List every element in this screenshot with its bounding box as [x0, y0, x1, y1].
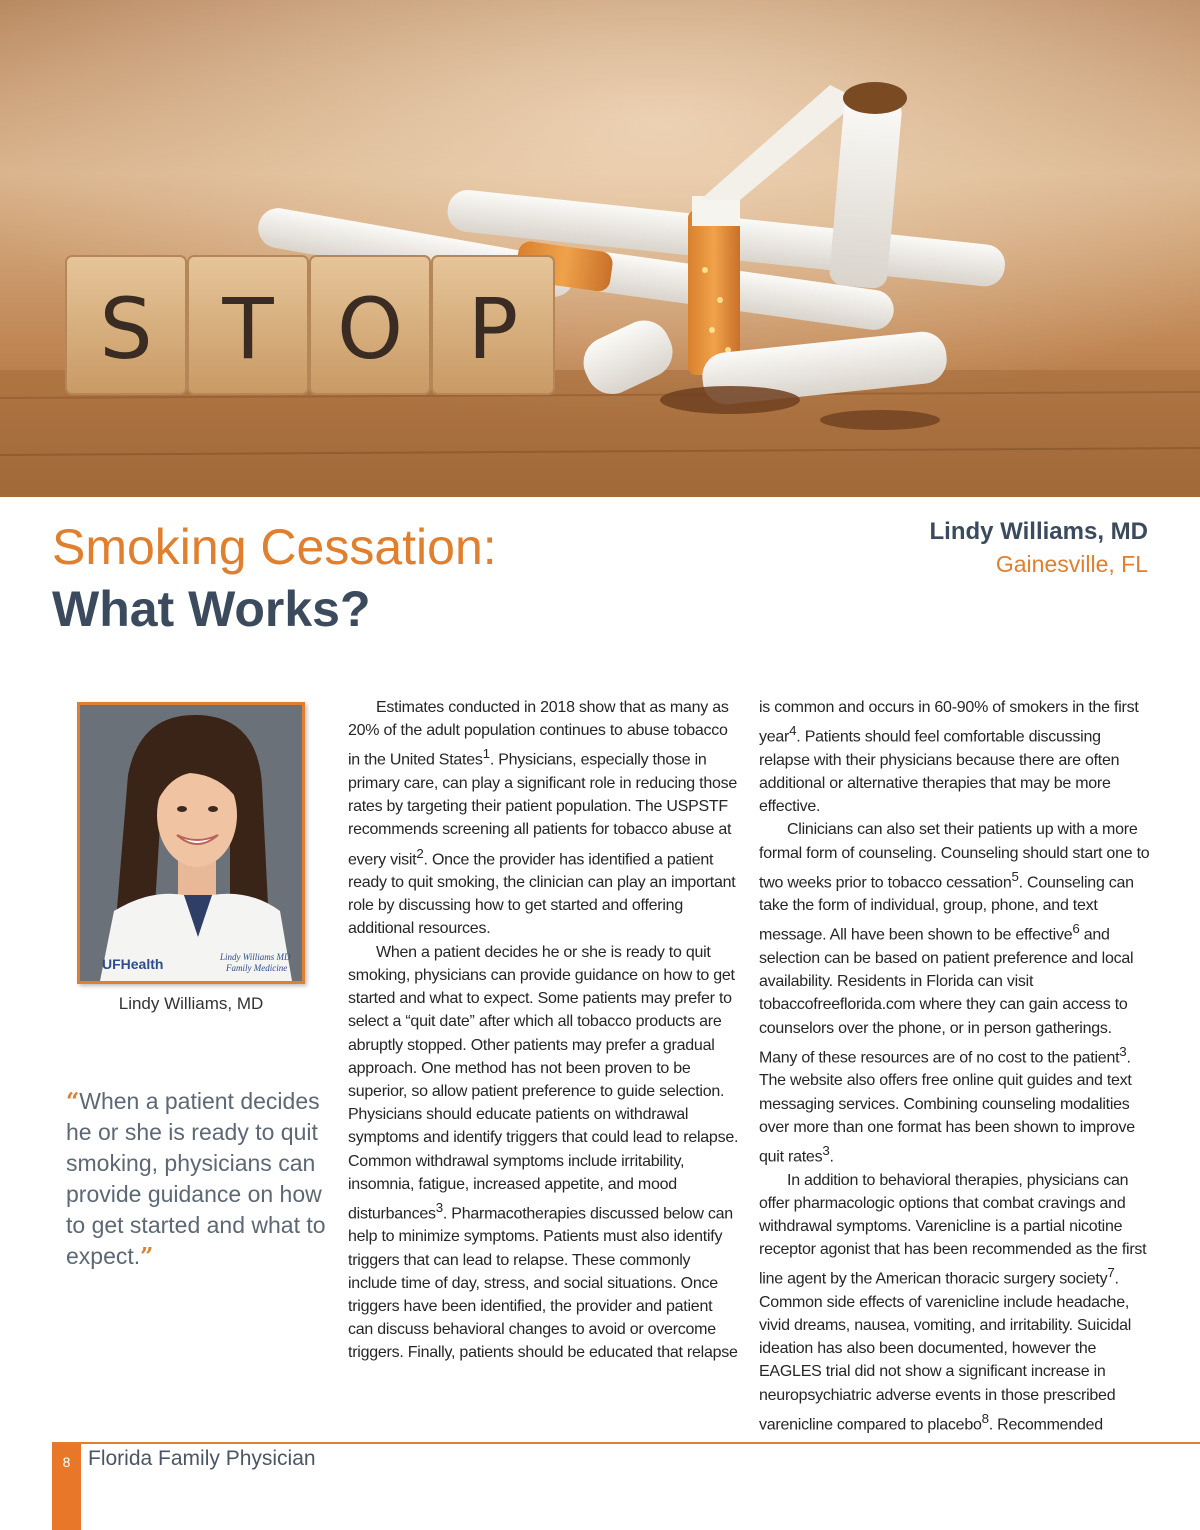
author-portrait	[77, 702, 305, 984]
tile-letter-t: T	[222, 280, 274, 378]
text-run: When a patient decides he or she is ready to quit smoking, physicians can provide guidance on how to get started and what to expect. Some patients may prefer to select a “quit date” after which all tobacco products are abruptly stopped. Other patients may prefer a gradual approach. One method has not been proven to be superior, so allow patient preference to guide selection. Physicians should educate patients on withdrawal symptoms and identify triggers that could lead to relapse. Common withdrawal symptoms include irritability, insomnia, fatigue, increased appetite, and mood disturbances	[348, 943, 739, 1223]
text-run: . Patients should feel comfortable discussing relapse with their physicians because there are often additional or alternative therapies that may be more effective.	[759, 728, 1120, 816]
text-run: Estimates conducted in 2018 show that as many as 20% of the adult population continues to abuse tobacco in the United States	[348, 699, 729, 769]
page-number: 8	[62, 1454, 71, 1470]
text-run: is common and occurs in 60-90% of smokers in the first year	[759, 699, 1139, 746]
paragraph	[759, 696, 1151, 818]
tile-letter-p: P	[467, 280, 519, 378]
reference-superscript: 5	[1011, 868, 1019, 884]
reference-superscript: 8	[981, 1410, 989, 1426]
text-run: . Common side effects of varenicline include headache, vivid dreams, nausea, vomiting, and irritability. Suicidal ideation has also been documented, however the EAGLES trial did not show a significant increase in neuropsychiatric adverse events in those prescribed varenicline compared to placebo	[759, 1270, 1132, 1434]
text-run: . The website also offers free online quit guides and text messaging services. Combining counseling modalities over more than one format has been shown to improve quit rates	[759, 1049, 1135, 1166]
pull-quote	[66, 1086, 338, 1272]
coat-logo: UFHealth	[102, 956, 164, 972]
author-name: Lindy Williams, MD	[929, 518, 1148, 545]
stop-tiles	[66, 256, 554, 394]
portrait-illustration	[80, 705, 302, 981]
text-run: In addition to behavioral therapies, physicians can offer pharmacologic options that combat cravings and withdrawal symptoms. Varenicline is a partial nicotine receptor agonist that has been recommended as the first line agent by the American thoracic surgery society	[759, 1171, 1147, 1288]
hero-illustration	[0, 0, 1200, 497]
paragraph	[348, 941, 740, 1365]
article-title-line1: Smoking Cessation:	[52, 519, 497, 575]
reference-superscript: 4	[789, 723, 797, 739]
open-quote-mark: “	[66, 1088, 80, 1115]
publication-title: Florida Family Physician	[88, 1447, 316, 1470]
coat-embroidery-name: Lindy Williams MD	[220, 952, 291, 962]
text-run: . Recommended	[988, 1416, 1103, 1434]
tile-letter-o: O	[336, 280, 404, 378]
reference-superscript: 7	[1107, 1265, 1115, 1281]
text-run: Clinicians can also set their patients up with a more formal form of counseling. Counseling should start one to two weeks prior to tobacco cessation	[759, 821, 1150, 892]
portrait-caption: Lindy Williams, MD	[118, 994, 264, 1013]
text-run: . Pharmacotherapies discussed below can help to minimize symptoms. Patients must also identify triggers that can lead to relapse. These commonly include time of day, stress, and social situations. Once triggers have been identified, the provider and patient can discuss behavioral changes to avoid or overcome triggers. Finally, patients should be educated that relapse	[348, 1205, 738, 1362]
text-run: . Physicians, especially those in primary care, can play a significant role in reducing those rates by targeting their patient population. The USPSTF recommends screening all patients for tobacco abuse at every visit	[348, 751, 738, 868]
coat-embroidery-dept: Family Medicine	[226, 963, 288, 973]
text-run: and selection can be based on patient preference and local availability. Residents in Florida can visit tobaccofreeflorida.com where they can gain access to counselors over the phone, or in person gatherings. Many of these resources are of no cost to the patient	[759, 926, 1134, 1067]
hero-photo	[0, 0, 1200, 497]
reference-superscript: 6	[1072, 921, 1080, 937]
body-column-1	[348, 696, 740, 1365]
close-quote-mark: ”	[140, 1243, 154, 1270]
paragraph	[759, 1169, 1151, 1437]
reference-superscript: 3	[1119, 1043, 1127, 1059]
tile-letter-s: S	[99, 280, 153, 378]
footer-rule	[52, 1442, 1200, 1444]
article-title-line2: What Works?	[52, 581, 371, 637]
reference-superscript: 2	[416, 845, 424, 861]
text-run: .	[829, 1148, 834, 1166]
author-location: Gainesville, FL	[995, 551, 1148, 577]
reference-superscript: 1	[482, 746, 490, 762]
pull-quote-text: When a patient decides he or she is ready to quit smoking, physicians can provide guidance on how to get started and what to expect.	[66, 1088, 326, 1269]
reference-superscript: 3	[822, 1142, 830, 1158]
text-run: . Counseling can take the form of individual, group, phone, and text message. All have been shown to be effective	[759, 874, 1134, 944]
reference-superscript: 3	[435, 1199, 443, 1215]
text-run: . Once the provider has identified a patient ready to quit smoking, the clinician can play an important role by discussing how to get started and offering additional resources.	[348, 850, 736, 938]
paragraph	[348, 696, 740, 941]
body-column-2	[759, 696, 1151, 1436]
paragraph	[759, 818, 1151, 1168]
